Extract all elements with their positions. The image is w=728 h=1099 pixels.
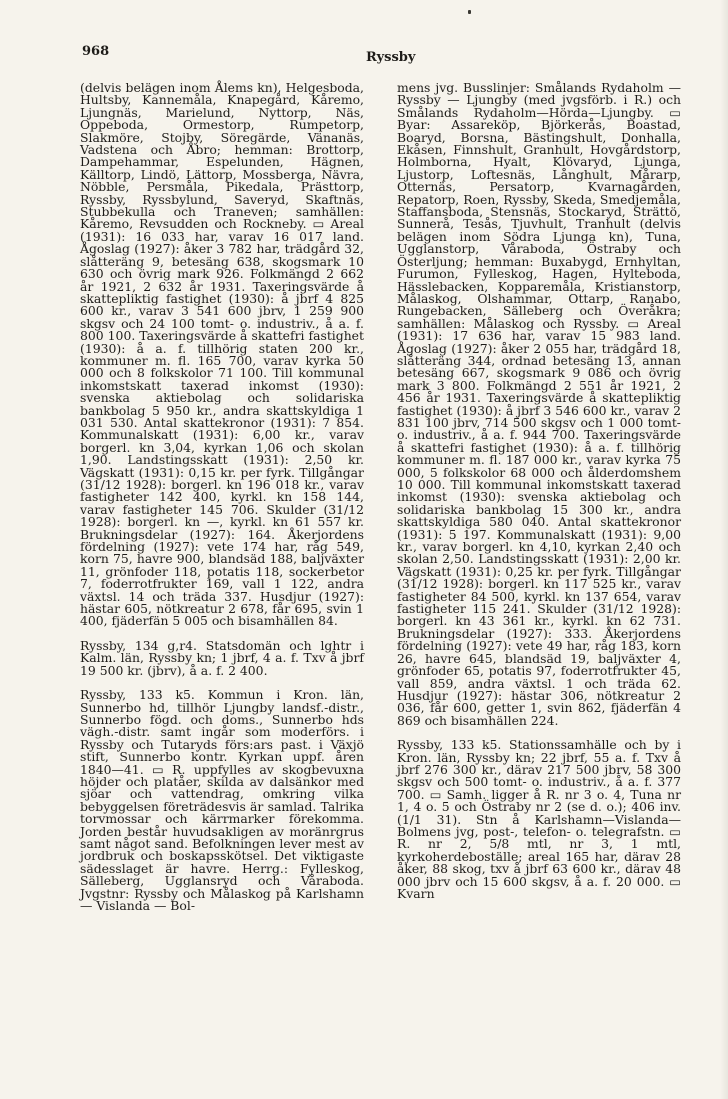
page-number: 968 bbox=[82, 44, 110, 59]
entry-ryssby-statsdoman: Ryssby, 134 g,r4. Statsdomän och lghtr i Kalm. län, Ryssby kn; 1 jbrf, 4 a. f. Txv å jbrf 19 500 kr. (jbrv), å a. f. 2 400. bbox=[80, 637, 364, 678]
paragraph-municipality-continued: (delvis belägen inom Ålems kn), Helgesboda, Hultsby, Kannemåla, Knapegård, Kåremo, Ljungnäs, Marielund, Nyttorp, Näs, Oppeboda, Ormestorp, Rumpetorp, Slakmöre, Stojby, Söregärde, Vänanäs, Vadstena och Åbro; hemman: Brottorp, Dampehammar, Espelunden, Hägnen, Källtorp, Lindö, Lättorp, Mossberga, Nävra, Nöbble, Persmåla, Pikedala, Prästtorp, Ryssby, Ryssbylund, Saveryd, Skaftnäs, Stubbekulla och Traneven; samhällen: Kåremo, Revsudden och Rockneby. ▭ Areal (1931): 16 033 har, varav 16 017 land. Ågoslag (1927): åker 3 782 har, trädgård 32, slåtteräng 9, betesäng 638, skogsmark 10 630 och övrig mark 926. Folkmängd 2 662 år 1921, 2 632 år 1931. Taxeringsvärde å skattepliktig fastighet (1930): å jbrf 4 825 600 kr., varav 3 541 600 jbrv, 1 259 900 skgsv och 24 100 tomt- o. industriv., å a. f. 800 100. Taxeringsvärde å skattefri fastighet (1930): å a. f. tillhörig staten 200 kr., kommuner m. fl. 165 700, varav kyrka 50 000 och 8 folkskolor 71 100. Till kommunal inkomstskatt taxerad inkomst (1930): svenska aktiebolag och solidariska bankbolag 5 950 kr., andra skattskyldiga 1 031 530. Antal skattekronor (1931): 7 854. Kommunalskatt (1931): 6,00 kr., varav borgerl. kn 3,04, kyrkan 1,06 och skolan 1,90. Landstingsskatt (1931): 2,50 kr. Vägskatt (1931): 0,15 kr. per fyrk. Tillgångar (31/12 1928): borgerl. kn 196 018 kr., varav fastigheter 142 400, kyrkl. kn 158 144, varav fastigheter 145 706. Skulder (31/12 1928): borgerl. kn —, kyrkl. kn 61 557 kr. Brukningsdelar (1927): 164. Åkerjordens fördelning (1927): vete 174 har, råg 549, korn 75, havre 900, blandsäd 188, baljväxter 11, grönfoder 118, potatis 118, sockerbetor 7, foderrotfrukter 169, vall 1 122, andra växtsl. 14 och träda 337. Husdjur (1927): hästar 605, nötkreatur 2 678, får 695, svin 1 400, fjäderfän 5 005 och bisamhällen 84. bbox=[80, 80, 364, 629]
scan-edge-shadow bbox=[720, 0, 728, 1099]
entry-ryssby-kommun-kron: Ryssby, 133 k5. Kommun i Kron. län, Sunnerbo hd, tillhör Ljungby landsf.-distr., Sunnerbo fögd. och doms., Sunnerbo hds vägh.-distr. samt ingår som moderförs. i Ryssby och Tutaryds förs:ars past. i Växjö stift, Sunnerbo kontr. Kyrkan uppf. åren 1840—41. ▭ R. uppfylles av skogbevuxna höjder och platåer, skilda av dalsänkor med sjöar och vattendrag, omkring vilka bebyggelsen företrädesvis är samlad. Talrika torvmossar och kärrmarker förekomma. Jorden består huvudsakligen av moränrgrus samt något sand. Befolkningen lever mest av jordbruk och boskapsskötsel. Det viktigaste sädesslaget är havre. Herrg.: Fylleskog, Sälleberg, Ugglansryd och Våraboda. Jvgstnr: Ryssby och Målaskog på Karlshamn — Vislanda — Bol- bbox=[80, 687, 364, 913]
entry-ryssby-stationssamhalle: Ryssby, 133 k5. Stationssamhälle och by i Kron. län, Ryssby kn; 22 jbrf, 55 a. f. Txv å jbrf 276 300 kr., därav 217 500 jbrv, 58 300 skgsv och 500 tomt- o. industriv., å a. f. 377 700. ▭ Samh. ligger å R. nr 3 o. 4, Tuna nr 1, 4 o. 5 och Östraby nr 2 (se d. o.); 406 inv. (1/1 31). Stn å Karlshamn—Vislanda—Bolmens jvg, post-, telefon- o. telegrafstn. ▭ R. nr 2, 5/8 mtl, nr 3, 1 mtl, kyrkoherdeboställe; areal 165 har, därav 28 åker, 88 skog, txv å jbrf 63 600 kr., därav 48 000 jbrv och 15 600 skgsv, å a. f. 20 000. ▭ Kvarn bbox=[397, 737, 681, 901]
paragraph-kommun-continued: mens jvg. Busslinjer: Smålands Rydaholm — Ryssby — Ljungby (med jvgsförb. i R.) och Smålands Rydaholm—Hörda—Ljungby. ▭ Byar: Assareköp, Björkerås, Boastad, Boaryd, Borsna, Bästingshult, Donhalla, Ekåsen, Finnshult, Granhult, Hovgårdstorp, Holmborna, Hyalt, Klövaryd, Ljunga, Ljustorp, Loftesnäs, Långhult, Mårarp, Otternäs, Persatorp, Kvarnagården, Repatorp, Roen, Ryssby, Skeda, Smedjemåla, Staffansboda, Stensnäs, Stockaryd, Strättö, Sunnerå, Tesås, Tjuvhult, Tranhult (delvis belägen inom Södra Ljunga kn), Tuna, Ugglanstorp, Våraboda, Östraby och Österljung; hemman: Buxabygd, Ernhyltan, Furumon, Fylleskog, Hagen, Hylteboda, Hässlebacken, Kopparemåla, Kristianstorp, Målaskog, Olshammar, Ottarp, Ranabo, Rungebacken, Sälleberg och Överåkra; samhällen: Målaskog och Ryssby. ▭ Areal (1931): 17 636 har, varav 15 983 land. Ågoslag (1927): åker 2 055 har, trädgård 18, slåtteräng 344, ordnad betesäng 13, annan betesäng 667, skogsmark 9 086 och övrig mark 3 800. Folkmängd 2 551 år 1921, 2 456 år 1931. Taxeringsvärde å skattepliktig fastighet (1930): å jbrf 3 546 600 kr., varav 2 831 100 jbrv, 714 500 skgsv och 1 000 tomt- o. industriv., å a. f. 944 700. Taxeringsvärde å skattefri fastighet (1930): å a. f. tillhörig kommuner m. fl. 187 000 kr., varav kyrka 75 000, 5 folkskolor 68 000 och ålderdomshem 10 000. Till kommunal inkomstskatt taxerad inkomst (1930): svenska aktiebolag och solidariska bankbolag 15 300 kr., andra skattskyldiga 580 040. Antal skattekronor (1931): 5 197. Kommunalskatt (1931): 9,00 kr., varav borgerl. kn 4,10, kyrkan 2,40 och skolan 2,50. Landstingsskatt (1931): 2,00 kr. Vägskatt (1931): 0,25 kr. per fyrk. Tillgångar (31/12 1928): borgerl. kn 117 525 kr., varav fastigheter 84 500, kyrkl. kn 137 654, varav fastigheter 115 241. Skulder (31/12 1928): borgerl. kn 43 361 kr., kyrkl. kn 62 731. Brukningsdelar (1927): 333. Åkerjordens fördelning (1927): vete 49 har, råg 183, korn 26, havre 645, blandsäd 19, baljväxter 4, grönfoder 65, potatis 97, foderrotfrukter 45, vall 859, andra växtsl. 1 och träda 62. Husdjur (1927): hästar 306, nötkreatur 2 036, får 600, getter 1, svin 862, fjäderfän 4 869 och bisamhällen 224. bbox=[397, 80, 681, 728]
left-column bbox=[80, 82, 364, 912]
print-speck bbox=[468, 10, 471, 14]
right-column bbox=[397, 82, 681, 900]
running-head: Ryssby bbox=[366, 50, 416, 65]
